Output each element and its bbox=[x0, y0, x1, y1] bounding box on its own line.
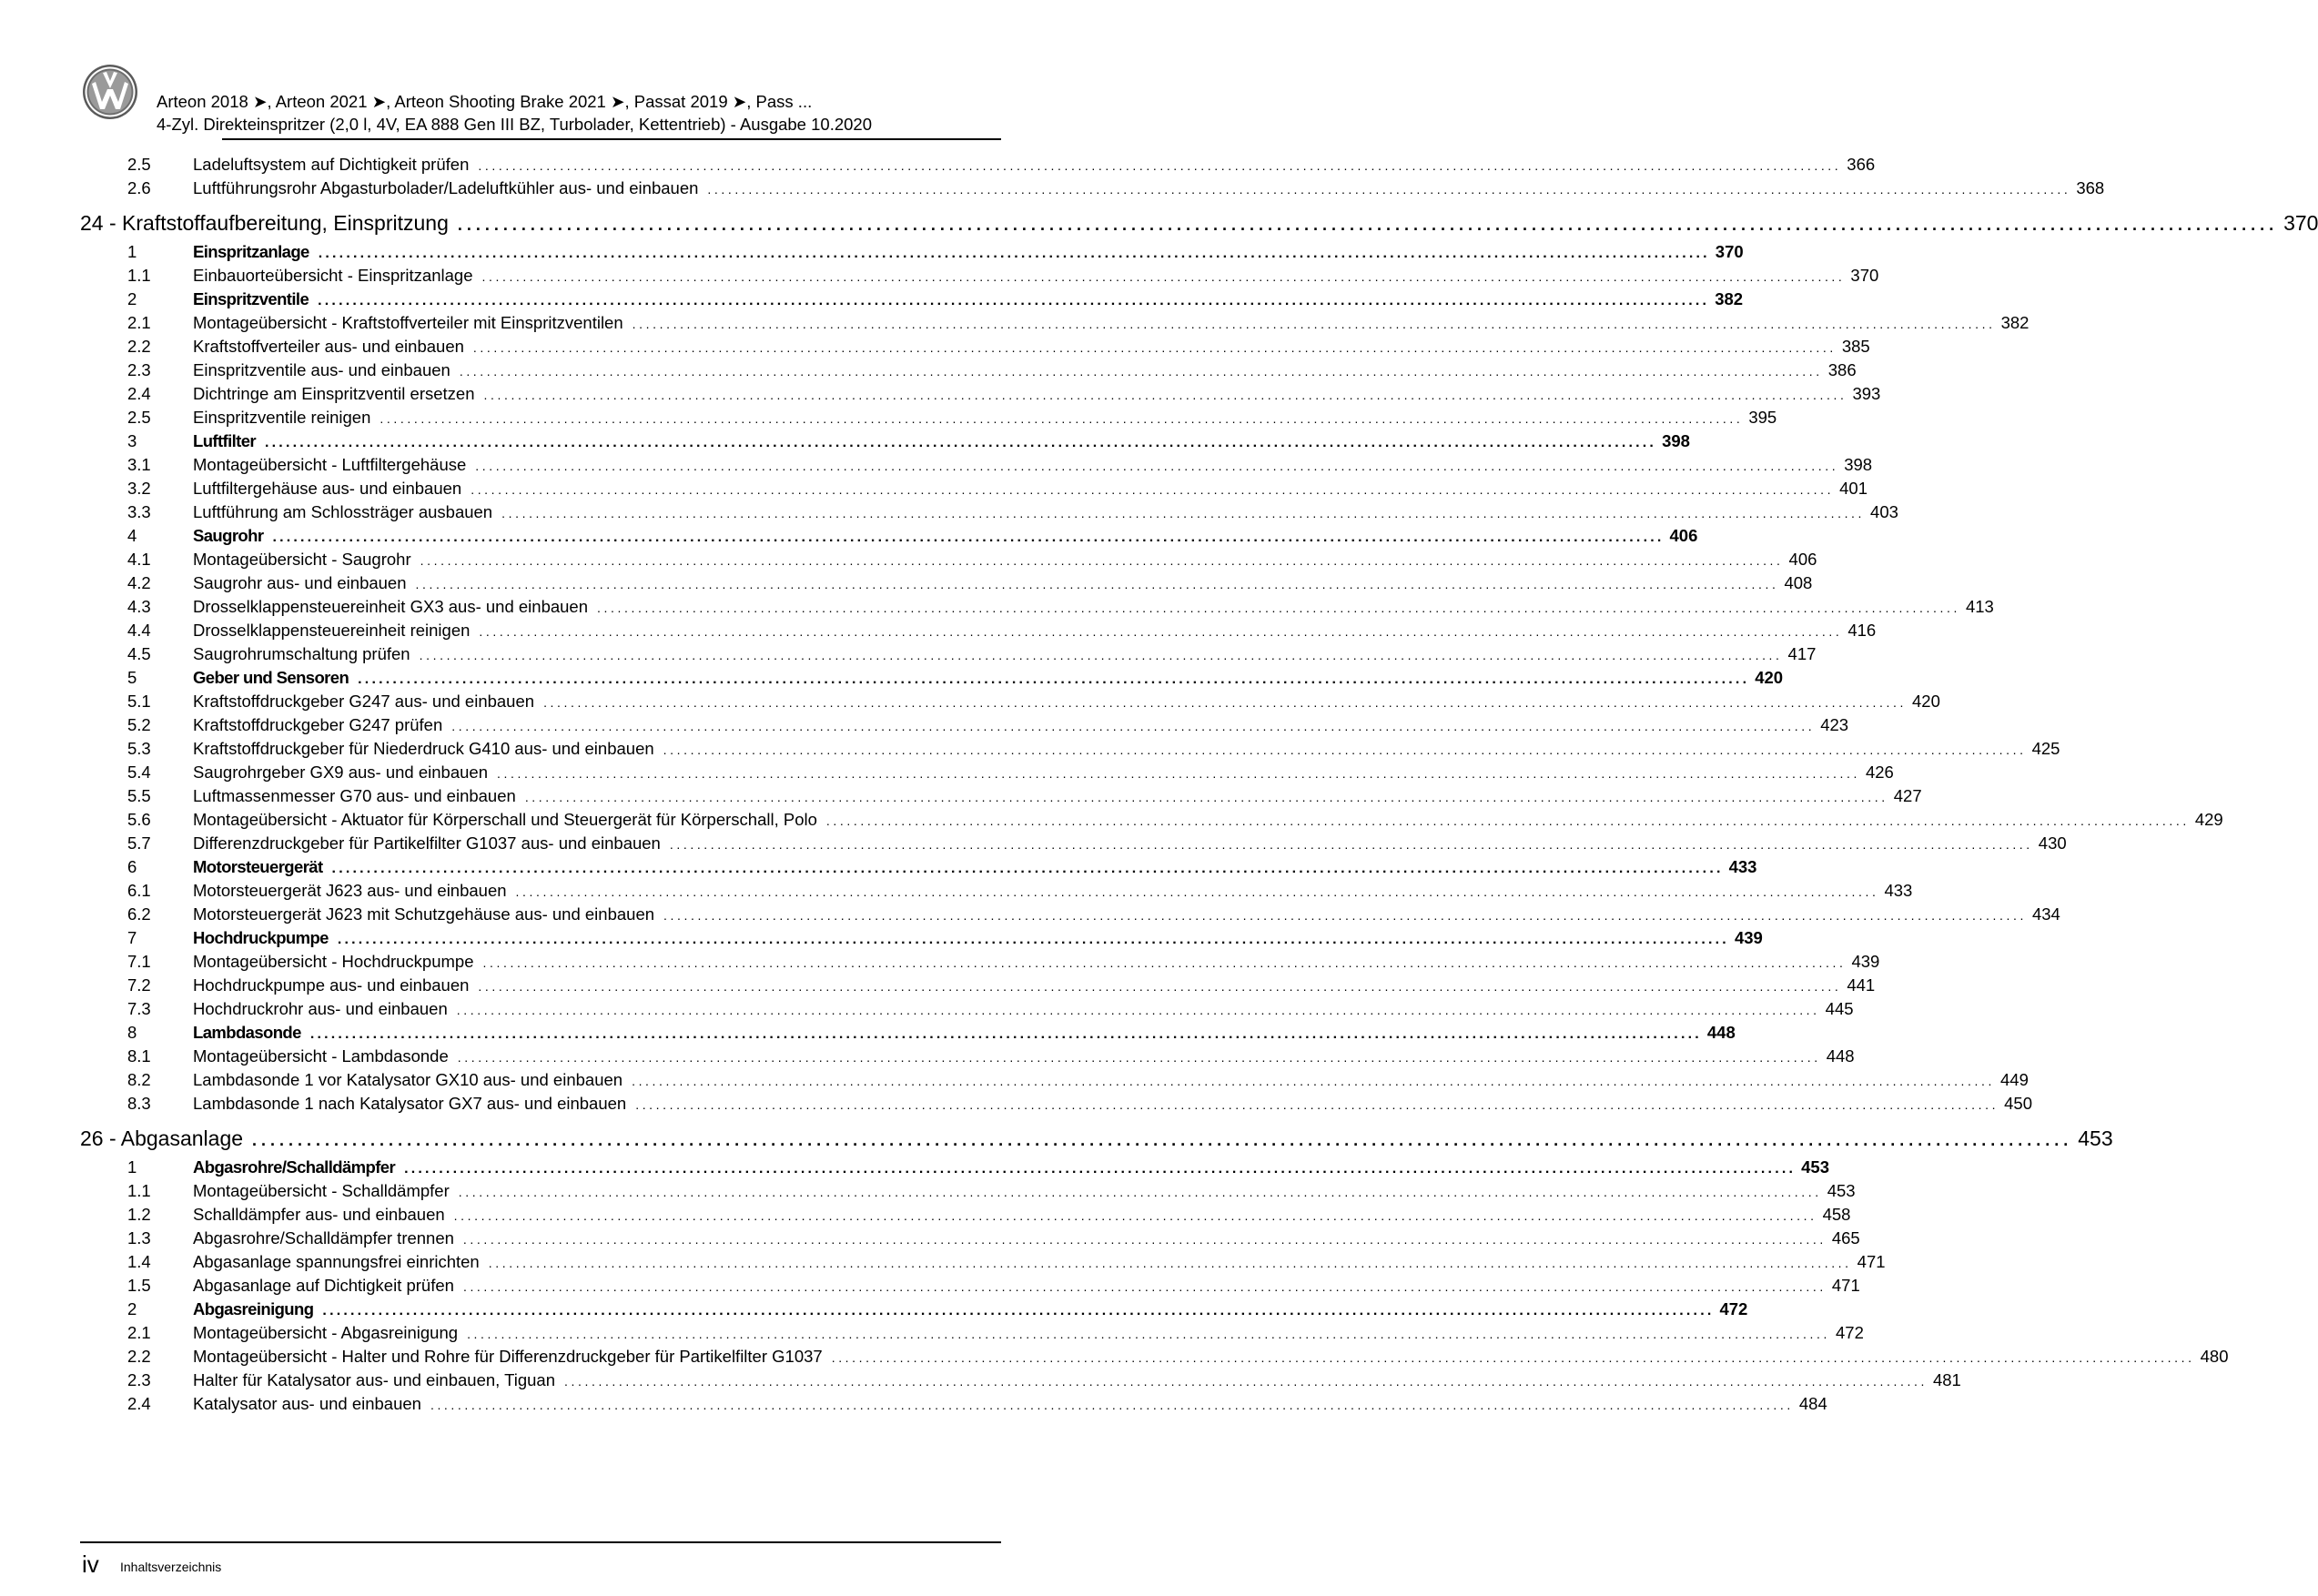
toc-entry-number: 5.1 bbox=[127, 692, 151, 711]
toc-dot-leader: ........................................................................................................................................................................................................ bbox=[322, 1303, 1715, 1318]
toc-entry-row[interactable] bbox=[127, 1070, 2029, 1094]
toc-dot-leader: ........................................................................................................................................................................................................ bbox=[597, 601, 1960, 615]
toc-entry-number: 2.6 bbox=[127, 178, 151, 197]
toc-entry-number: 4.3 bbox=[127, 597, 151, 616]
footer-label: Inhaltsverzeichnis bbox=[120, 1560, 222, 1574]
toc-entry-row[interactable] bbox=[127, 904, 2060, 928]
toc-entry-number: 2.2 bbox=[127, 337, 151, 356]
toc-page-number: 395 bbox=[1748, 408, 1777, 427]
toc-page-number: 420 bbox=[1912, 692, 1940, 711]
toc-dot-leader: ........................................................................................................................................................................................................ bbox=[453, 1208, 1817, 1223]
toc-entry-number: 2.5 bbox=[127, 155, 151, 174]
toc-entry-title: Kraftstoffdruckgeber G247 aus- und einbauen bbox=[193, 692, 535, 711]
toc-entry-title: Hochdruckpumpe bbox=[193, 928, 329, 947]
toc-entry-title: Geber und Sensoren bbox=[193, 668, 349, 687]
toc-entry-row[interactable] bbox=[127, 573, 1813, 597]
toc-page-number: 481 bbox=[1932, 1370, 1961, 1389]
toc-page-number: 445 bbox=[1825, 999, 1854, 1018]
toc-entry-title: Luftmassenmesser G70 aus- und einbauen bbox=[193, 786, 516, 805]
toc-dot-leader: ........................................................................................................................................................................................................ bbox=[663, 908, 2027, 923]
toc-section-row[interactable] bbox=[127, 928, 1763, 952]
toc-entry-number: 5.2 bbox=[127, 715, 151, 734]
toc-entry-title: Drosselklappensteuereinheit GX3 aus- und einbauen bbox=[193, 597, 589, 616]
toc-entry-number: 6.1 bbox=[127, 881, 151, 900]
toc-page-number: 366 bbox=[1847, 155, 1876, 174]
toc-entry-row[interactable] bbox=[127, 1347, 2229, 1370]
toc-page-number: 420 bbox=[1755, 668, 1784, 687]
toc-entry-title: 26 - Abgasanlage bbox=[80, 1126, 244, 1150]
toc-entry-row[interactable] bbox=[127, 337, 1870, 360]
toc-page-number: 448 bbox=[1706, 1023, 1736, 1042]
toc-page-number: 453 bbox=[1827, 1181, 1856, 1200]
toc-page-number: 406 bbox=[1669, 526, 1698, 545]
toc-entry-title: Einspritzanlage bbox=[193, 242, 309, 261]
toc-entry-row[interactable] bbox=[127, 1046, 1855, 1070]
toc-entry-row[interactable] bbox=[127, 999, 1854, 1023]
toc-entry-title: Einspritzventile bbox=[193, 289, 309, 308]
toc-entry-title: Differenzdruckgeber für Partikelfilter G1037 aus- und einbauen bbox=[193, 833, 661, 853]
toc-dot-leader: ........................................................................................................................................................................................................ bbox=[451, 719, 1816, 733]
toc-dot-leader: ........................................................................................................................................................................................................ bbox=[501, 506, 1866, 520]
toc-entry-number: 7.3 bbox=[127, 999, 151, 1018]
toc-entry-number: 4.5 bbox=[127, 644, 151, 663]
toc-entry-title: Lambdasonde bbox=[193, 1023, 301, 1042]
toc-entry-title: Motorsteuergerät bbox=[193, 857, 323, 876]
toc-dot-leader: ........................................................................................................................................................................................................ bbox=[380, 411, 1744, 426]
toc-entry-row[interactable] bbox=[127, 810, 2223, 833]
toc-page-number: 472 bbox=[1719, 1299, 1748, 1318]
toc-dot-leader: ........................................................................................................................................................................................................ bbox=[663, 742, 2027, 757]
toc-entry-number: 3 bbox=[127, 431, 137, 450]
toc-entry-row[interactable] bbox=[127, 597, 1994, 621]
toc-entry-title: Dichtringe am Einspritzventil ersetzen bbox=[193, 384, 475, 403]
toc-page-number: 425 bbox=[2031, 739, 2060, 758]
toc-entry-title: Luftfilter bbox=[193, 431, 257, 450]
toc-entry-title: Saugrohrumschaltung prüfen bbox=[193, 644, 410, 663]
toc-entry-row[interactable] bbox=[127, 479, 1868, 502]
toc-dot-leader: ........................................................................................................................................................................................................ bbox=[479, 624, 1843, 639]
toc-page-number: 413 bbox=[1965, 597, 1994, 616]
toc-page-number: 480 bbox=[2200, 1347, 2229, 1366]
toc-entry-title: Montageübersicht - Abgasreinigung bbox=[193, 1323, 459, 1342]
toc-entry-row[interactable] bbox=[127, 715, 1849, 739]
toc-entry-row[interactable] bbox=[127, 1323, 1864, 1347]
toc-entry-number: 7.2 bbox=[127, 975, 151, 995]
toc-entry-row[interactable] bbox=[127, 360, 1857, 384]
toc-entry-number: 3.2 bbox=[127, 479, 151, 498]
toc-entry-row[interactable] bbox=[127, 384, 1881, 408]
toc-dot-leader: ........................................................................................................................................................................................................ bbox=[456, 1003, 1820, 1017]
toc-dot-leader: ........................................................................................................................................................................................................ bbox=[419, 648, 1783, 662]
toc-entry-number: 2.2 bbox=[127, 1347, 151, 1366]
toc-page-number: 385 bbox=[1841, 337, 1870, 356]
toc-entry-row[interactable] bbox=[127, 1276, 1860, 1299]
toc-page-number: 382 bbox=[2000, 313, 2030, 332]
toc-page-number: 453 bbox=[2078, 1126, 2113, 1150]
toc-section-row[interactable] bbox=[127, 431, 1690, 455]
toc-entry-number: 1.1 bbox=[127, 1181, 151, 1200]
toc-entry-row[interactable] bbox=[127, 1394, 1827, 1418]
toc-entry-number: 2.4 bbox=[127, 384, 151, 403]
toc-dot-leader: ........................................................................................................................................................................................................ bbox=[482, 955, 1847, 970]
toc-entry-title: Lambdasonde 1 nach Katalysator GX7 aus- und einbauen bbox=[193, 1094, 627, 1113]
toc-page-number: 417 bbox=[1787, 644, 1817, 663]
header-subtitle: 4-Zyl. Direkteinspritzer (2,0 l, 4V, EA 888 Gen III BZ, Turbolader, Kettentrieb) - Ausgabe 10.2020 bbox=[157, 115, 872, 134]
toc-entry-title: Abgasrohre/Schalldämpfer bbox=[193, 1157, 396, 1177]
toc-chapter-row[interactable] bbox=[80, 211, 2318, 240]
toc-page-number: 458 bbox=[1822, 1205, 1851, 1224]
toc-dot-leader: ........................................................................................................................................................................................................ bbox=[478, 158, 1842, 173]
toc-dot-leader: ........................................................................................................................................................................................................ bbox=[524, 790, 1888, 804]
toc-entry-title: Luftführung am Schlossträger ausbauen bbox=[193, 502, 493, 521]
toc-page-number: 382 bbox=[1715, 289, 1744, 308]
toc-page-number: 401 bbox=[1839, 479, 1868, 498]
toc-section-row[interactable] bbox=[127, 1157, 1829, 1181]
toc-entry-number: 8.3 bbox=[127, 1094, 151, 1113]
toc-section-row[interactable] bbox=[127, 242, 1744, 266]
toc-dot-leader: ........................................................................................................................................................................................................ bbox=[404, 1161, 1797, 1177]
footer-divider bbox=[80, 1541, 1001, 1543]
toc-entry-title: Hochdruckrohr aus- und einbauen bbox=[193, 999, 448, 1018]
toc-entry-title: Montageübersicht - Kraftstoffverteiler mit Einspritzventilen bbox=[193, 313, 623, 332]
toc-entry-number: 5.6 bbox=[127, 810, 151, 829]
toc-entry-title: Montageübersicht - Halter und Rohre für Differenzdruckgeber für Partikelfilter G1037 bbox=[193, 1347, 823, 1366]
toc-entry-number: 1.4 bbox=[127, 1252, 151, 1271]
toc-entry-title: Montageübersicht - Lambdasonde bbox=[193, 1046, 449, 1066]
toc-dot-leader: ........................................................................................................................................................................................................ bbox=[337, 932, 1729, 947]
toc-entry-row[interactable] bbox=[127, 739, 2060, 763]
toc-dot-leader: ........................................................................................................................................................................................................ bbox=[481, 269, 1846, 284]
toc-page-number: 403 bbox=[1870, 502, 1898, 521]
toc-entry-row[interactable] bbox=[127, 881, 1913, 904]
toc-entry-title: Luftführungsrohr Abgasturbolader/Ladeluftkühler aus- und einbauen bbox=[193, 178, 699, 197]
toc-entry-number: 8.1 bbox=[127, 1046, 151, 1066]
toc-entry-number: 1.1 bbox=[127, 266, 151, 285]
toc-entry-title: Abgasrohre/Schalldämpfer trennen bbox=[193, 1228, 454, 1248]
toc-chapter-row[interactable] bbox=[80, 1126, 2113, 1156]
toc-entry-title: Einspritzventile aus- und einbauen bbox=[193, 360, 450, 379]
header-title: Arteon 2018 ➤, Arteon 2021 ➤, Arteon Shooting Brake 2021 ➤, Passat 2019 ➤, Pass ... bbox=[157, 92, 813, 111]
toc-dot-leader: ........................................................................................................................................................................................................ bbox=[318, 293, 1710, 308]
toc-dot-leader: ........................................................................................................................................................................................................ bbox=[309, 1026, 1702, 1042]
toc-page-number: 453 bbox=[1801, 1157, 1829, 1177]
toc-entry-row[interactable] bbox=[127, 1094, 2033, 1117]
toc-entry-number: 2 bbox=[127, 1299, 137, 1318]
toc-entry-row[interactable] bbox=[127, 502, 1898, 526]
toc-entry-number: 7.1 bbox=[127, 952, 151, 971]
toc-dot-leader: ........................................................................................................................................................................................................ bbox=[488, 1256, 1852, 1270]
toc-dot-leader: ........................................................................................................................................................................................................ bbox=[497, 766, 1860, 781]
toc-entry-row[interactable] bbox=[127, 1205, 1851, 1228]
toc-entry-row[interactable] bbox=[127, 644, 1817, 668]
toc-entry-number: 4.2 bbox=[127, 573, 151, 592]
toc-entry-number: 1.3 bbox=[127, 1228, 151, 1248]
toc-dot-leader: ........................................................................................................................................................................................................ bbox=[478, 979, 1842, 994]
toc-dot-leader: ........................................................................................................................................................................................................ bbox=[467, 1327, 1830, 1341]
toc-entry-row[interactable] bbox=[127, 833, 2067, 857]
toc-page-number: 429 bbox=[2194, 810, 2223, 829]
toc-page-number: 408 bbox=[1784, 573, 1813, 592]
toc-entry-title: Einspritzventile reinigen bbox=[193, 408, 371, 427]
toc-page-number: 427 bbox=[1893, 786, 1922, 805]
toc-dot-leader: ........................................................................................................................................................................................................ bbox=[457, 216, 2279, 234]
toc-page-number: 416 bbox=[1847, 621, 1877, 640]
toc-dot-leader: ........................................................................................................................................................................................................ bbox=[635, 1097, 1999, 1112]
page-header bbox=[82, 58, 1001, 140]
toc-entry-title: Kraftstoffdruckgeber für Niederdruck G410 aus- und einbauen bbox=[193, 739, 654, 758]
toc-entry-row[interactable] bbox=[127, 975, 1876, 999]
toc-entry-title: 24 - Kraftstoffaufbereitung, Einspritzung bbox=[80, 211, 449, 235]
toc-entry-number: 2 bbox=[127, 289, 137, 308]
toc-entry-number: 6.2 bbox=[127, 904, 151, 924]
toc-entry-title: Motorsteuergerät J623 aus- und einbauen bbox=[193, 881, 507, 900]
toc-page-number: 471 bbox=[1831, 1276, 1860, 1295]
toc-dot-leader: ........................................................................................................................................................................................................ bbox=[462, 1232, 1827, 1247]
toc-section-row[interactable] bbox=[127, 289, 1744, 313]
toc-entry-title: Montageübersicht - Schalldämpfer bbox=[193, 1181, 450, 1200]
toc-dot-leader: ........................................................................................................................................................................................................ bbox=[462, 1279, 1827, 1294]
toc-page-number: 433 bbox=[1728, 857, 1757, 876]
toc-entry-title: Halter für Katalysator aus- und einbauen, Tiguan bbox=[193, 1370, 555, 1389]
toc-entry-title: Hochdruckpumpe aus- und einbauen bbox=[193, 975, 470, 995]
toc-page-number: 406 bbox=[1788, 550, 1817, 569]
toc-entry-number: 2.3 bbox=[127, 360, 151, 379]
toc-page-number: 430 bbox=[2038, 833, 2067, 853]
table-of-contents bbox=[80, 155, 2318, 1418]
toc-section-row[interactable] bbox=[127, 857, 1757, 881]
toc-entry-row[interactable] bbox=[127, 763, 1894, 786]
toc-page-number: 426 bbox=[1865, 763, 1894, 782]
toc-entry-number: 2.1 bbox=[127, 313, 151, 332]
toc-entry-title: Montageübersicht - Saugrohr bbox=[193, 550, 411, 569]
toc-dot-leader: ........................................................................................................................................................................................................ bbox=[415, 577, 1779, 591]
toc-entry-number: 4.1 bbox=[127, 550, 151, 569]
toc-dot-leader: ........................................................................................................................................................................................................ bbox=[458, 1185, 1822, 1199]
toc-dot-leader: ........................................................................................................................................................................................................ bbox=[459, 364, 1823, 379]
toc-entry-title: Saugrohr aus- und einbauen bbox=[193, 573, 407, 592]
toc-dot-leader: ........................................................................................................................................................................................................ bbox=[471, 482, 1835, 497]
toc-dot-leader: ........................................................................................................................................................................................................ bbox=[358, 672, 1750, 687]
toc-page-number: 433 bbox=[1884, 881, 1913, 900]
toc-entry-number: 8.2 bbox=[127, 1070, 151, 1089]
toc-entry-row[interactable] bbox=[127, 1370, 1961, 1394]
toc-entry-number: 5.4 bbox=[127, 763, 151, 782]
toc-entry-row[interactable] bbox=[127, 178, 2105, 202]
toc-entry-row[interactable] bbox=[127, 266, 1879, 289]
toc-page-number: 386 bbox=[1827, 360, 1857, 379]
toc-entry-number: 2.3 bbox=[127, 1370, 151, 1389]
toc-page-number: 434 bbox=[2031, 904, 2060, 924]
toc-entry-number: 5.7 bbox=[127, 833, 151, 853]
toc-entry-number: 5.3 bbox=[127, 739, 151, 758]
toc-section-row[interactable] bbox=[127, 1023, 1736, 1046]
vw-logo bbox=[82, 64, 138, 120]
toc-page-number: 465 bbox=[1831, 1228, 1860, 1248]
toc-entry-title: Abgasanlage auf Dichtigkeit prüfen bbox=[193, 1276, 454, 1295]
toc-entry-title: Montageübersicht - Luftfiltergehäuse bbox=[193, 455, 467, 474]
toc-entry-number: 1 bbox=[127, 242, 137, 261]
toc-dot-leader: ........................................................................................................................................................................................................ bbox=[430, 1398, 1794, 1412]
toc-dot-leader: ........................................................................................................................................................................................................ bbox=[318, 246, 1710, 261]
toc-entry-title: Saugrohr bbox=[193, 526, 264, 545]
toc-entry-title: Drosselklappensteuereinheit reinigen bbox=[193, 621, 471, 640]
toc-dot-leader: ........................................................................................................................................................................................................ bbox=[707, 182, 2071, 197]
toc-dot-leader: ........................................................................................................................................................................................................ bbox=[420, 553, 1784, 568]
toc-entry-number: 3.3 bbox=[127, 502, 151, 521]
header-divider bbox=[222, 138, 1001, 140]
toc-entry-number: 8 bbox=[127, 1023, 137, 1042]
toc-entry-number: 1.2 bbox=[127, 1205, 151, 1224]
toc-dot-leader: ........................................................................................................................................................................................................ bbox=[831, 1350, 2195, 1365]
toc-entry-title: Schalldämpfer aus- und einbauen bbox=[193, 1205, 445, 1224]
toc-dot-leader: ........................................................................................................................................................................................................ bbox=[515, 884, 1879, 899]
toc-entry-number: 1.5 bbox=[127, 1276, 151, 1295]
toc-entry-title: Lambdasonde 1 vor Katalysator GX10 aus- und einbauen bbox=[193, 1070, 623, 1089]
toc-page-number: 423 bbox=[1820, 715, 1849, 734]
toc-entry-number: 2.4 bbox=[127, 1394, 151, 1413]
toc-entry-number: 2.1 bbox=[127, 1323, 151, 1342]
toc-entry-row[interactable] bbox=[127, 786, 1922, 810]
toc-entry-title: Kraftstoffdruckgeber G247 prüfen bbox=[193, 715, 443, 734]
toc-dot-leader: ........................................................................................................................................................................................................ bbox=[564, 1374, 1928, 1389]
toc-entry-row[interactable] bbox=[127, 550, 1817, 573]
toc-dot-leader: ........................................................................................................................................................................................................ bbox=[472, 340, 1837, 355]
toc-dot-leader: ........................................................................................................................................................................................................ bbox=[457, 1050, 1821, 1065]
toc-entry-row[interactable] bbox=[127, 952, 1880, 975]
toc-page-number: 439 bbox=[1734, 928, 1763, 947]
toc-entry-row[interactable] bbox=[127, 313, 2030, 337]
toc-page-number: 398 bbox=[1844, 455, 1873, 474]
toc-entry-title: Montageübersicht - Aktuator für Körperschall und Steuergerät für Körperschall, Polo bbox=[193, 810, 817, 829]
footer-page-number: iv bbox=[82, 1551, 99, 1578]
toc-entry-number: 5.5 bbox=[127, 786, 151, 805]
toc-page-number: 484 bbox=[1798, 1394, 1827, 1413]
toc-entry-number: 4.4 bbox=[127, 621, 151, 640]
toc-entry-row[interactable] bbox=[127, 408, 1777, 431]
toc-page-number: 448 bbox=[1826, 1046, 1855, 1066]
toc-page-number: 450 bbox=[2004, 1094, 2033, 1113]
toc-entry-row[interactable] bbox=[127, 692, 1940, 715]
toc-dot-leader: ........................................................................................................................................................................................................ bbox=[331, 861, 1724, 876]
toc-page-number: 370 bbox=[1850, 266, 1879, 285]
toc-page-number: 471 bbox=[1857, 1252, 1886, 1271]
toc-page-number: 368 bbox=[2076, 178, 2105, 197]
toc-page-number: 472 bbox=[1836, 1323, 1864, 1342]
toc-entry-number: 7 bbox=[127, 928, 137, 947]
toc-entry-title: Luftfiltergehäuse aus- und einbauen bbox=[193, 479, 462, 498]
toc-entry-number: 1 bbox=[127, 1157, 137, 1177]
toc-dot-leader: ........................................................................................................................................................................................................ bbox=[543, 695, 1907, 710]
toc-entry-row[interactable] bbox=[127, 1228, 1860, 1252]
toc-entry-title: Einbauorteübersicht - Einspritzanlage bbox=[193, 266, 473, 285]
toc-dot-leader: ........................................................................................................................................................................................................ bbox=[632, 1074, 1996, 1088]
toc-entry-row[interactable] bbox=[127, 455, 1873, 479]
toc-dot-leader: ........................................................................................................................................................................................................ bbox=[265, 435, 1657, 450]
toc-page-number: 370 bbox=[2283, 211, 2318, 235]
toc-entry-title: Katalysator aus- und einbauen bbox=[193, 1394, 421, 1413]
toc-entry-title: Montageübersicht - Hochdruckpumpe bbox=[193, 952, 474, 971]
toc-entry-row[interactable] bbox=[127, 621, 1877, 644]
toc-page-number: 393 bbox=[1852, 384, 1881, 403]
toc-entry-number: 6 bbox=[127, 857, 137, 876]
toc-entry-title: Abgasreinigung bbox=[193, 1299, 314, 1318]
toc-entry-number: 3.1 bbox=[127, 455, 151, 474]
toc-entry-number: 4 bbox=[127, 526, 137, 545]
toc-entry-title: Motorsteuergerät J623 mit Schutzgehäuse aus- und einbauen bbox=[193, 904, 655, 924]
toc-entry-number: 2.5 bbox=[127, 408, 151, 427]
toc-entry-title: Saugrohrgeber GX9 aus- und einbauen bbox=[193, 763, 488, 782]
toc-entry-title: Kraftstoffverteiler aus- und einbauen bbox=[193, 337, 464, 356]
toc-page-number: 449 bbox=[2000, 1070, 2029, 1089]
toc-entry-row[interactable] bbox=[127, 1252, 1886, 1276]
toc-section-row[interactable] bbox=[127, 526, 1698, 550]
toc-entry-row[interactable] bbox=[127, 1181, 1856, 1205]
toc-page-number: 398 bbox=[1662, 431, 1690, 450]
toc-entry-row[interactable] bbox=[127, 155, 1876, 178]
toc-entry-title: Abgasanlage spannungsfrei einrichten bbox=[193, 1252, 480, 1271]
toc-dot-leader: ........................................................................................................................................................................................................ bbox=[632, 317, 1996, 331]
toc-section-row[interactable] bbox=[127, 1299, 1748, 1323]
toc-page-number: 370 bbox=[1715, 242, 1744, 261]
toc-entry-number: 5 bbox=[127, 668, 137, 687]
toc-page-number: 439 bbox=[1851, 952, 1880, 971]
toc-page-number: 441 bbox=[1847, 975, 1876, 995]
toc-entry-title: Ladeluftsystem auf Dichtigkeit prüfen bbox=[193, 155, 470, 174]
toc-dot-leader: ........................................................................................................................................................................................................ bbox=[272, 530, 1665, 545]
toc-dot-leader: ........................................................................................................................................................................................................ bbox=[669, 837, 2033, 852]
toc-dot-leader: ........................................................................................................................................................................................................ bbox=[475, 459, 1839, 473]
toc-section-row[interactable] bbox=[127, 668, 1784, 692]
toc-dot-leader: ........................................................................................................................................................................................................ bbox=[252, 1131, 2073, 1149]
toc-dot-leader: ........................................................................................................................................................................................................ bbox=[825, 813, 2190, 828]
toc-dot-leader: ........................................................................................................................................................................................................ bbox=[483, 388, 1847, 402]
